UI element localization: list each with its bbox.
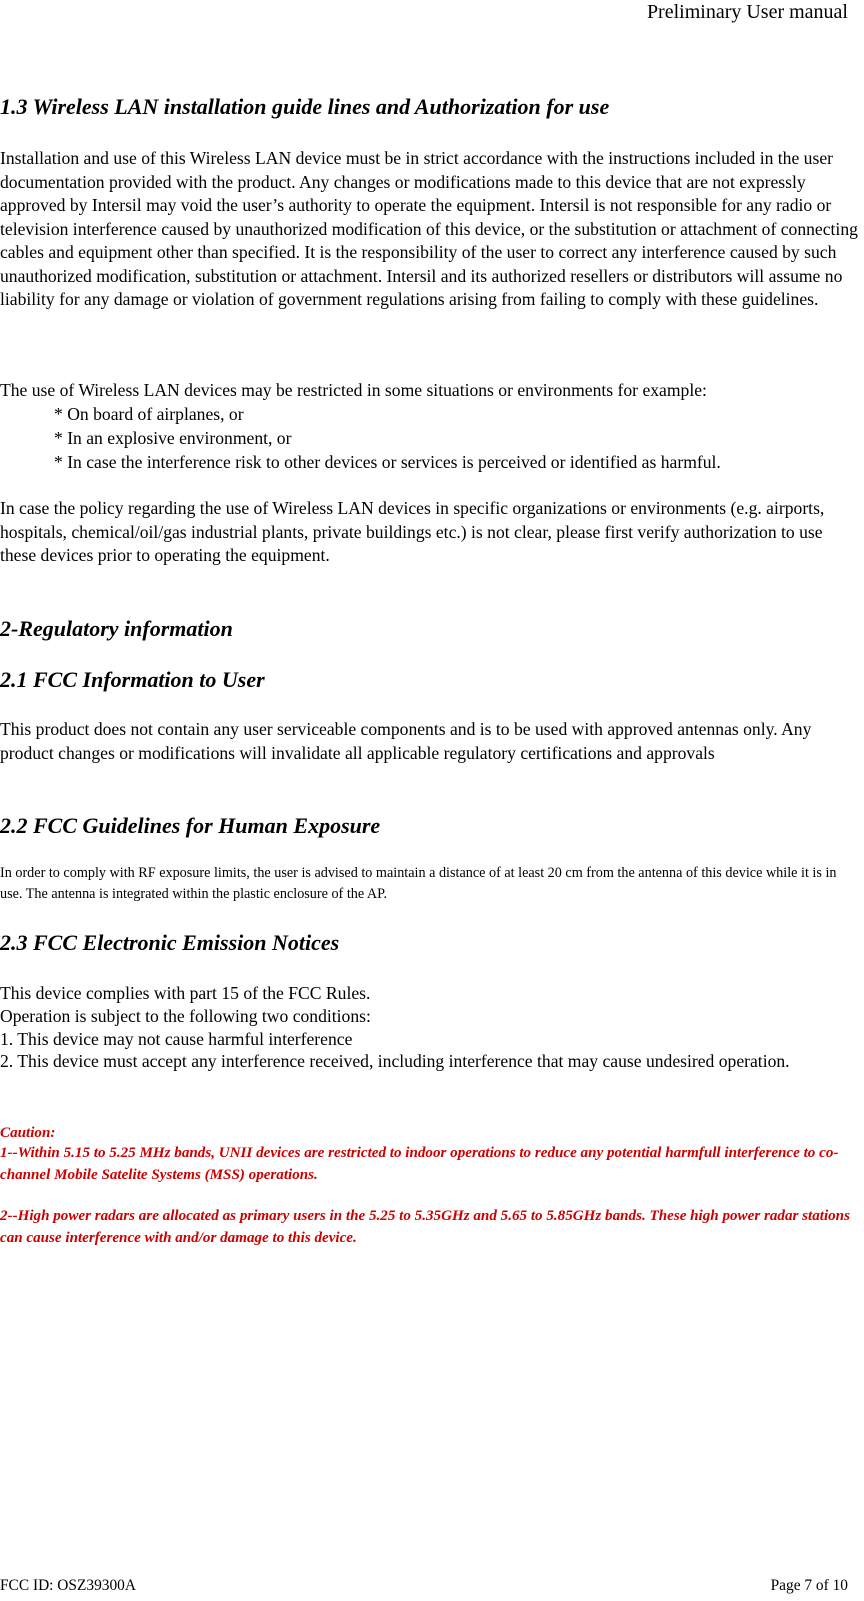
section-2-heading: 2-Regulatory information (0, 616, 233, 641)
footer-page-number: Page 7 of 10 (770, 1577, 848, 1594)
section-2-1-paragraph: This product does not contain any user serviceable components and is to be used with approved antennas only. Any product changes or modifications will invalidate all applicable regulatory certifications and approvals (0, 719, 812, 763)
emission-line: This device complies with part 15 of the FCC Rules. (0, 983, 371, 1003)
section-1-3-paragraph-1: Installation and use of this Wireless LAN device must be in strict accordance with the instructions included in the user documentation provided with the product. Any changes or modifications made to this device that are not expressly approved by Intersil may void the user’s authority to operate the equipment. Intersil is not responsible for any radio or television interference caused by unauthorized modification of this device, or the substitution or attachment of connecting cables and equipment other than specified. It is the responsibility of the user to correct any interference caused by such unauthorized modification, substitution or attachment. Intersil and its authorized resellers or distributors will assume no liability for any damage or violation of government regulations arising from failing to comply with these guidelines. (0, 148, 858, 309)
restriction-intro: The use of Wireless LAN devices may be restricted in some situations or environments for example: (0, 380, 707, 400)
section-2-3-heading: 2.3 FCC Electronic Emission Notices (0, 930, 340, 955)
footer-fcc-id: FCC ID: OSZ39300A (0, 1577, 136, 1594)
restriction-item: * In an explosive environment, or (54, 428, 292, 448)
caution-item-1: 1--Within 5.15 to 5.25 MHz bands, UNII devices are restricted to indoor operations to reduce any potential harmfull interference to co-channel Mobile Satelite Systems (MSS) operations. (0, 1145, 839, 1183)
section-2-1-heading: 2.1 FCC Information to User (0, 667, 265, 692)
emission-condition-2: 2. This device must accept any interference received, including interference that may cause undesired operation. (0, 1051, 790, 1071)
caution-item-2: 2--High power radars are allocated as primary users in the 5.25 to 5.35GHz and 5.65 to 5.85GHz bands. These high power radar stations can cause interference with and/or damage to this device. (0, 1208, 850, 1246)
caution-label: Caution: (0, 1125, 56, 1141)
section-2-2-paragraph: In order to comply with RF exposure limits, the user is advised to maintain a distance of at least 20 cm from the antenna of this device while it is in use. The antenna is integrated within the plastic enclosure of the AP. (0, 865, 837, 902)
section-1-3-heading: 1.3 Wireless LAN installation guide lines and Authorization for use (0, 94, 610, 119)
section-2-2-heading: 2.2 FCC Guidelines for Human Exposure (0, 813, 381, 838)
restriction-item: * In case the interference risk to other devices or services is perceived or identified as harmful. (54, 452, 721, 472)
document-header-title: Preliminary User manual (646, 1, 848, 23)
restriction-item: * On board of airplanes, or (54, 404, 244, 424)
emission-line: Operation is subject to the following two conditions: (0, 1006, 371, 1026)
emission-line: 1. This device may not cause harmful interference (0, 1029, 353, 1049)
section-1-3-paragraph-3: In case the policy regarding the use of Wireless LAN devices in specific organizations or environments (e.g. airports, hospitals, chemical/oil/gas industrial plants, private buildings etc.) is not clear, please first verify authorization to use these devices prior to operating the equipment. (0, 498, 825, 565)
